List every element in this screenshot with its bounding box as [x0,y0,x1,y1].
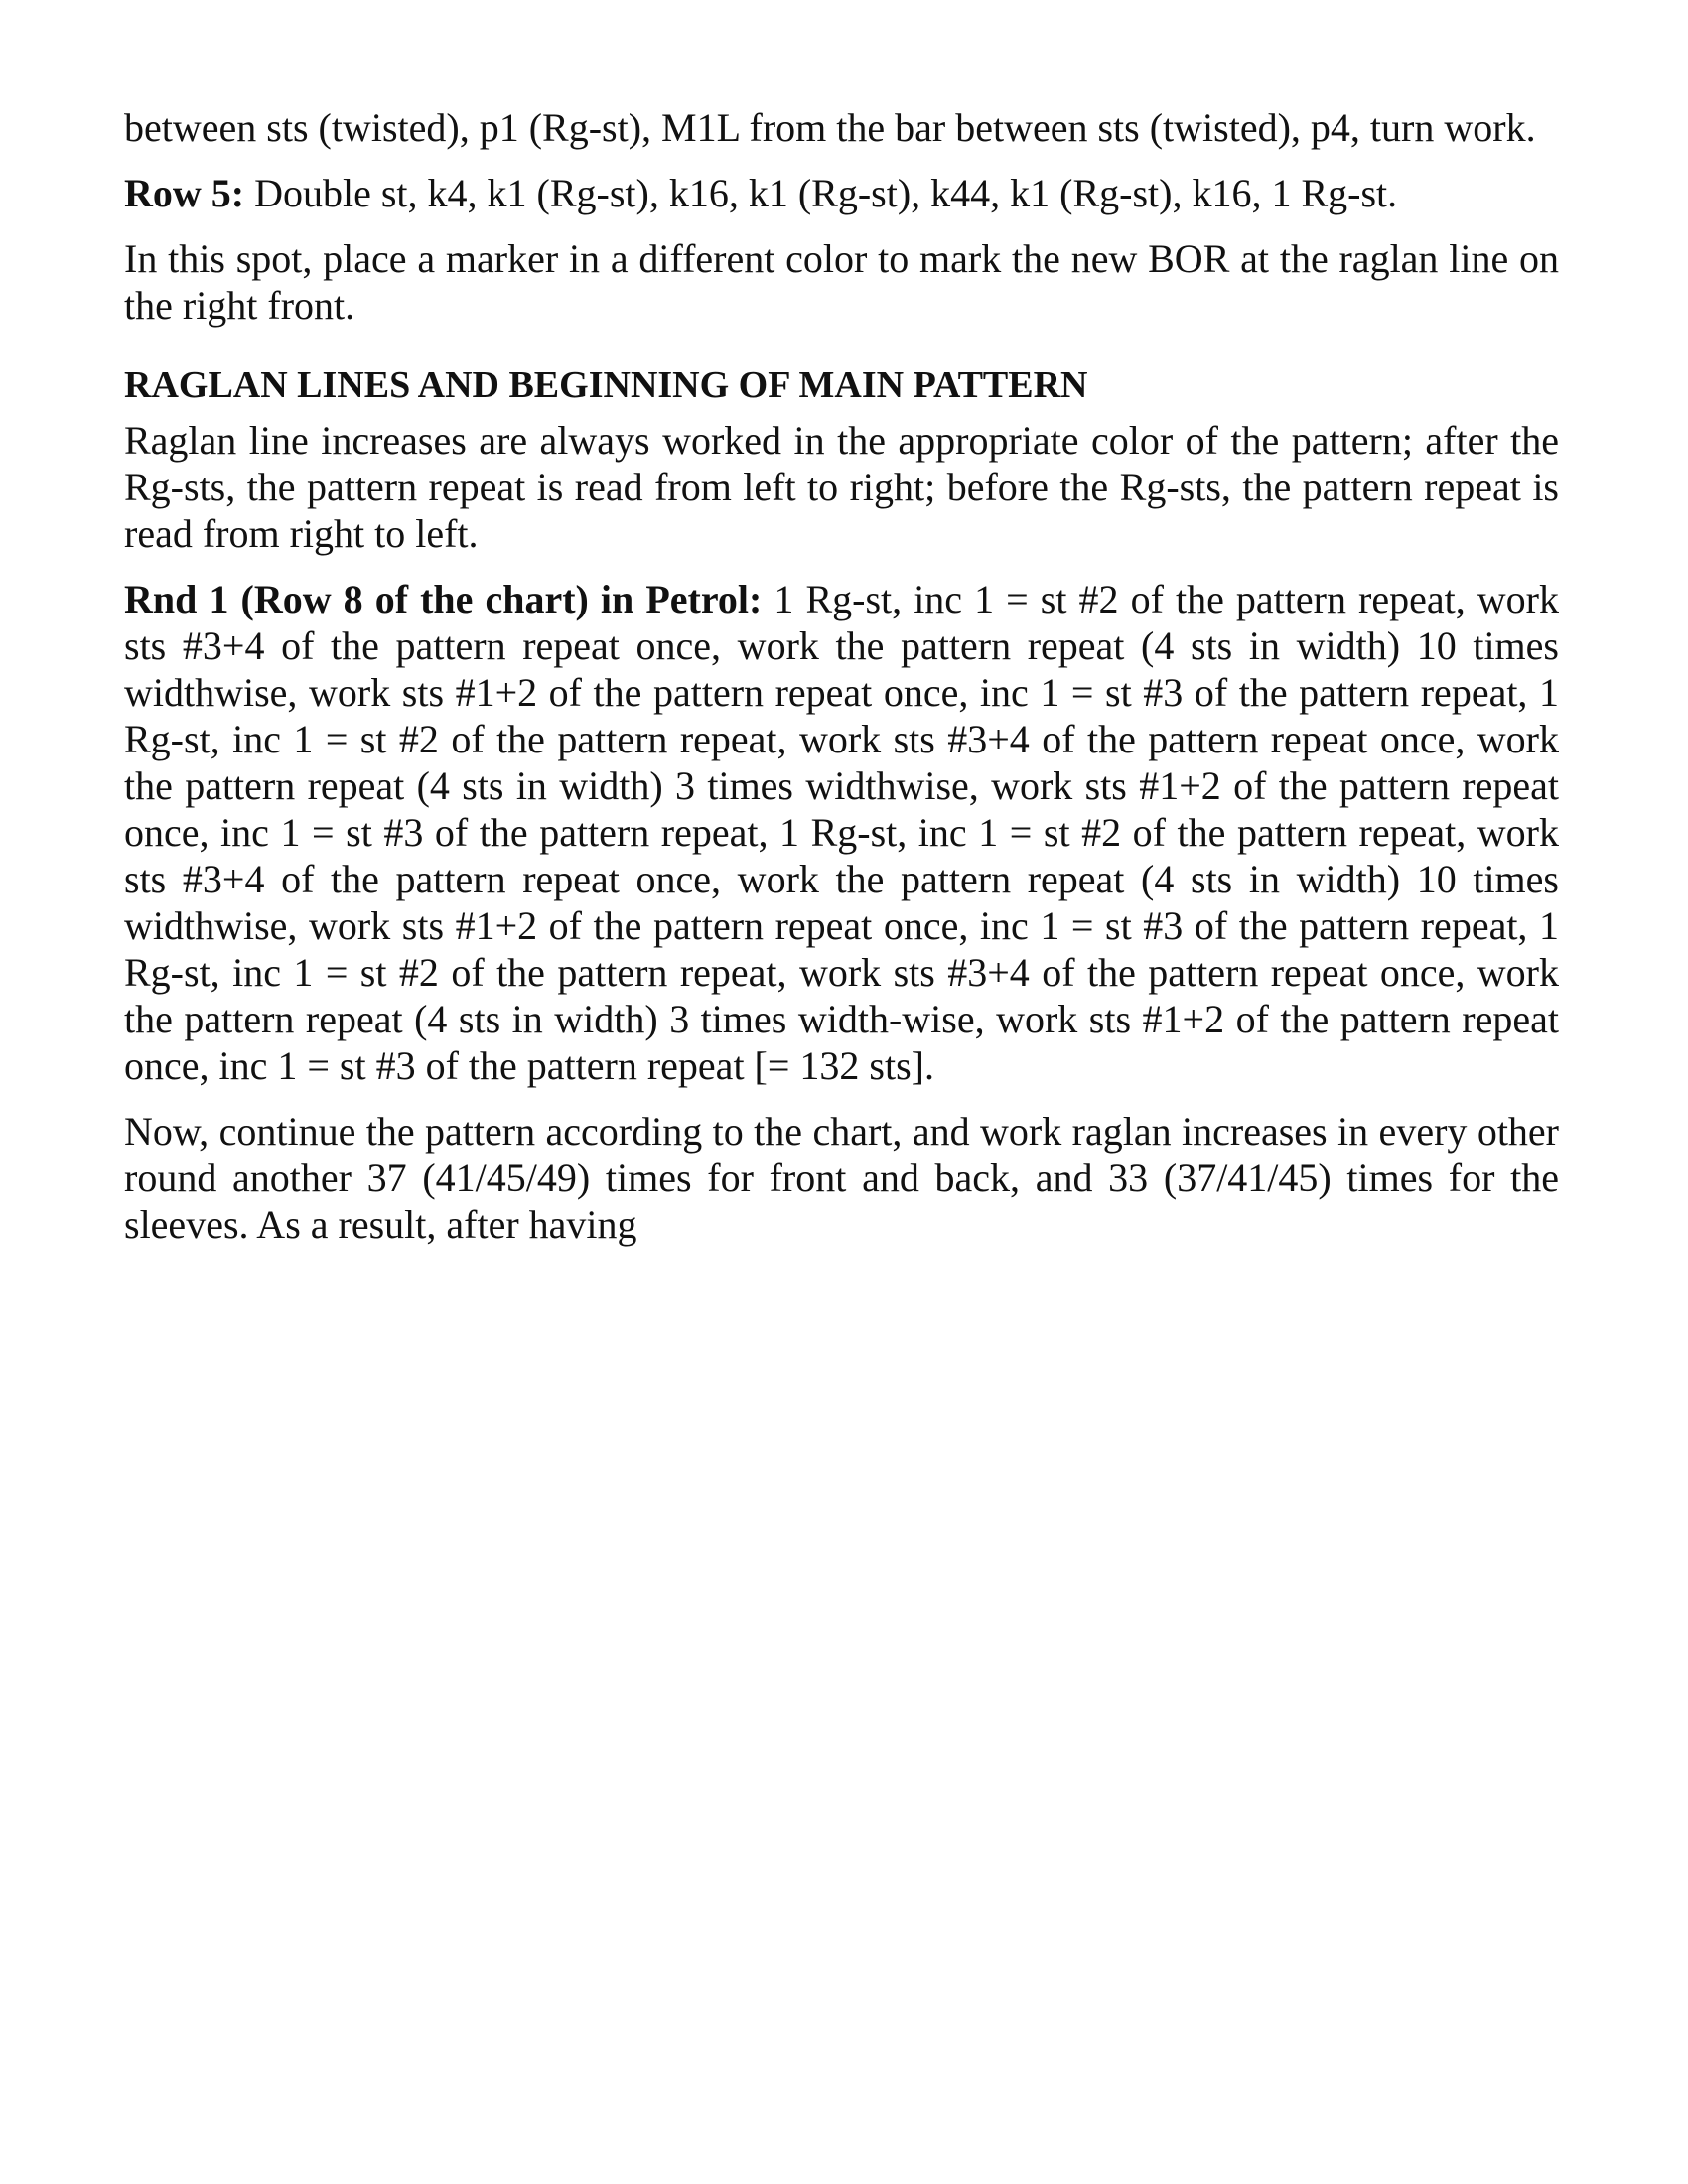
document-page [124,104,1559,1267]
row-5-label: Row 5: [124,171,245,215]
paragraph-continued: between sts (twisted), p1 (Rg-st), M1L from the bar between sts (twisted), p4, turn work. [124,105,1536,150]
paragraph-row-5 [124,170,1559,216]
round-1-text: 1 Rg-st, inc 1 = st #2 of the pattern repeat, work sts #3+4 of the pattern repeat once, work the pattern repeat (4 sts in width) 10 times widthwise, work sts #1+2 of the pattern repeat once, inc 1 = st #3 of the pattern repeat, 1 Rg-st, inc 1 = st #2 of the pattern repeat, work sts #3+4 of the pattern repeat once, work the pattern repeat (4 sts in width) 3 times widthwise, work sts #1+2 of the pattern repeat once, inc 1 = st #3 of the pattern repeat, 1 Rg-st, inc 1 = st #2 of the pattern repeat, work sts #3+4 of the pattern repeat once, work the pattern repeat (4 sts in width) 10 times widthwise, work sts #1+2 of the pattern repeat once, inc 1 = st #3 of the pattern repeat, 1 Rg-st, inc 1 = st #2 of the pattern repeat, work sts #3+4 of the pattern repeat once, work the pattern repeat (4 sts in width) 3 times width-wise, work sts #1+2 of the pattern repeat once, inc 1 = st #3 of the pattern repeat [= 132 sts]. [124,577,1559,1088]
paragraph-round-1 [124,576,1559,1089]
row-5-text: Double st, k4, k1 (Rg-st), k16, k1 (Rg-st), k44, k1 (Rg-st), k16, 1 Rg-st. [244,171,1398,215]
section-heading: RAGLAN LINES AND BEGINNING OF MAIN PATTERN [124,364,1088,406]
paragraph-raglan-increases: Raglan line increases are always worked in the appropriate color of the pattern; after the Rg-sts, the pattern repeat is read from left to right; before the Rg-sts, the pattern repeat is read from right to left. [124,418,1559,556]
paragraph-marker: In this spot, place a marker in a different color to mark the new BOR at the raglan line on the right front. [124,236,1559,328]
paragraph-continue-pattern: Now, continue the pattern according to the chart, and work raglan increases in every other round another 37 (41/45/49) times for front and back, and 33 (37/41/45) times for the sleeves. As a result, after having [124,1109,1559,1247]
round-1-label: Rnd 1 (Row 8 of the chart) in Petrol: [124,577,763,621]
